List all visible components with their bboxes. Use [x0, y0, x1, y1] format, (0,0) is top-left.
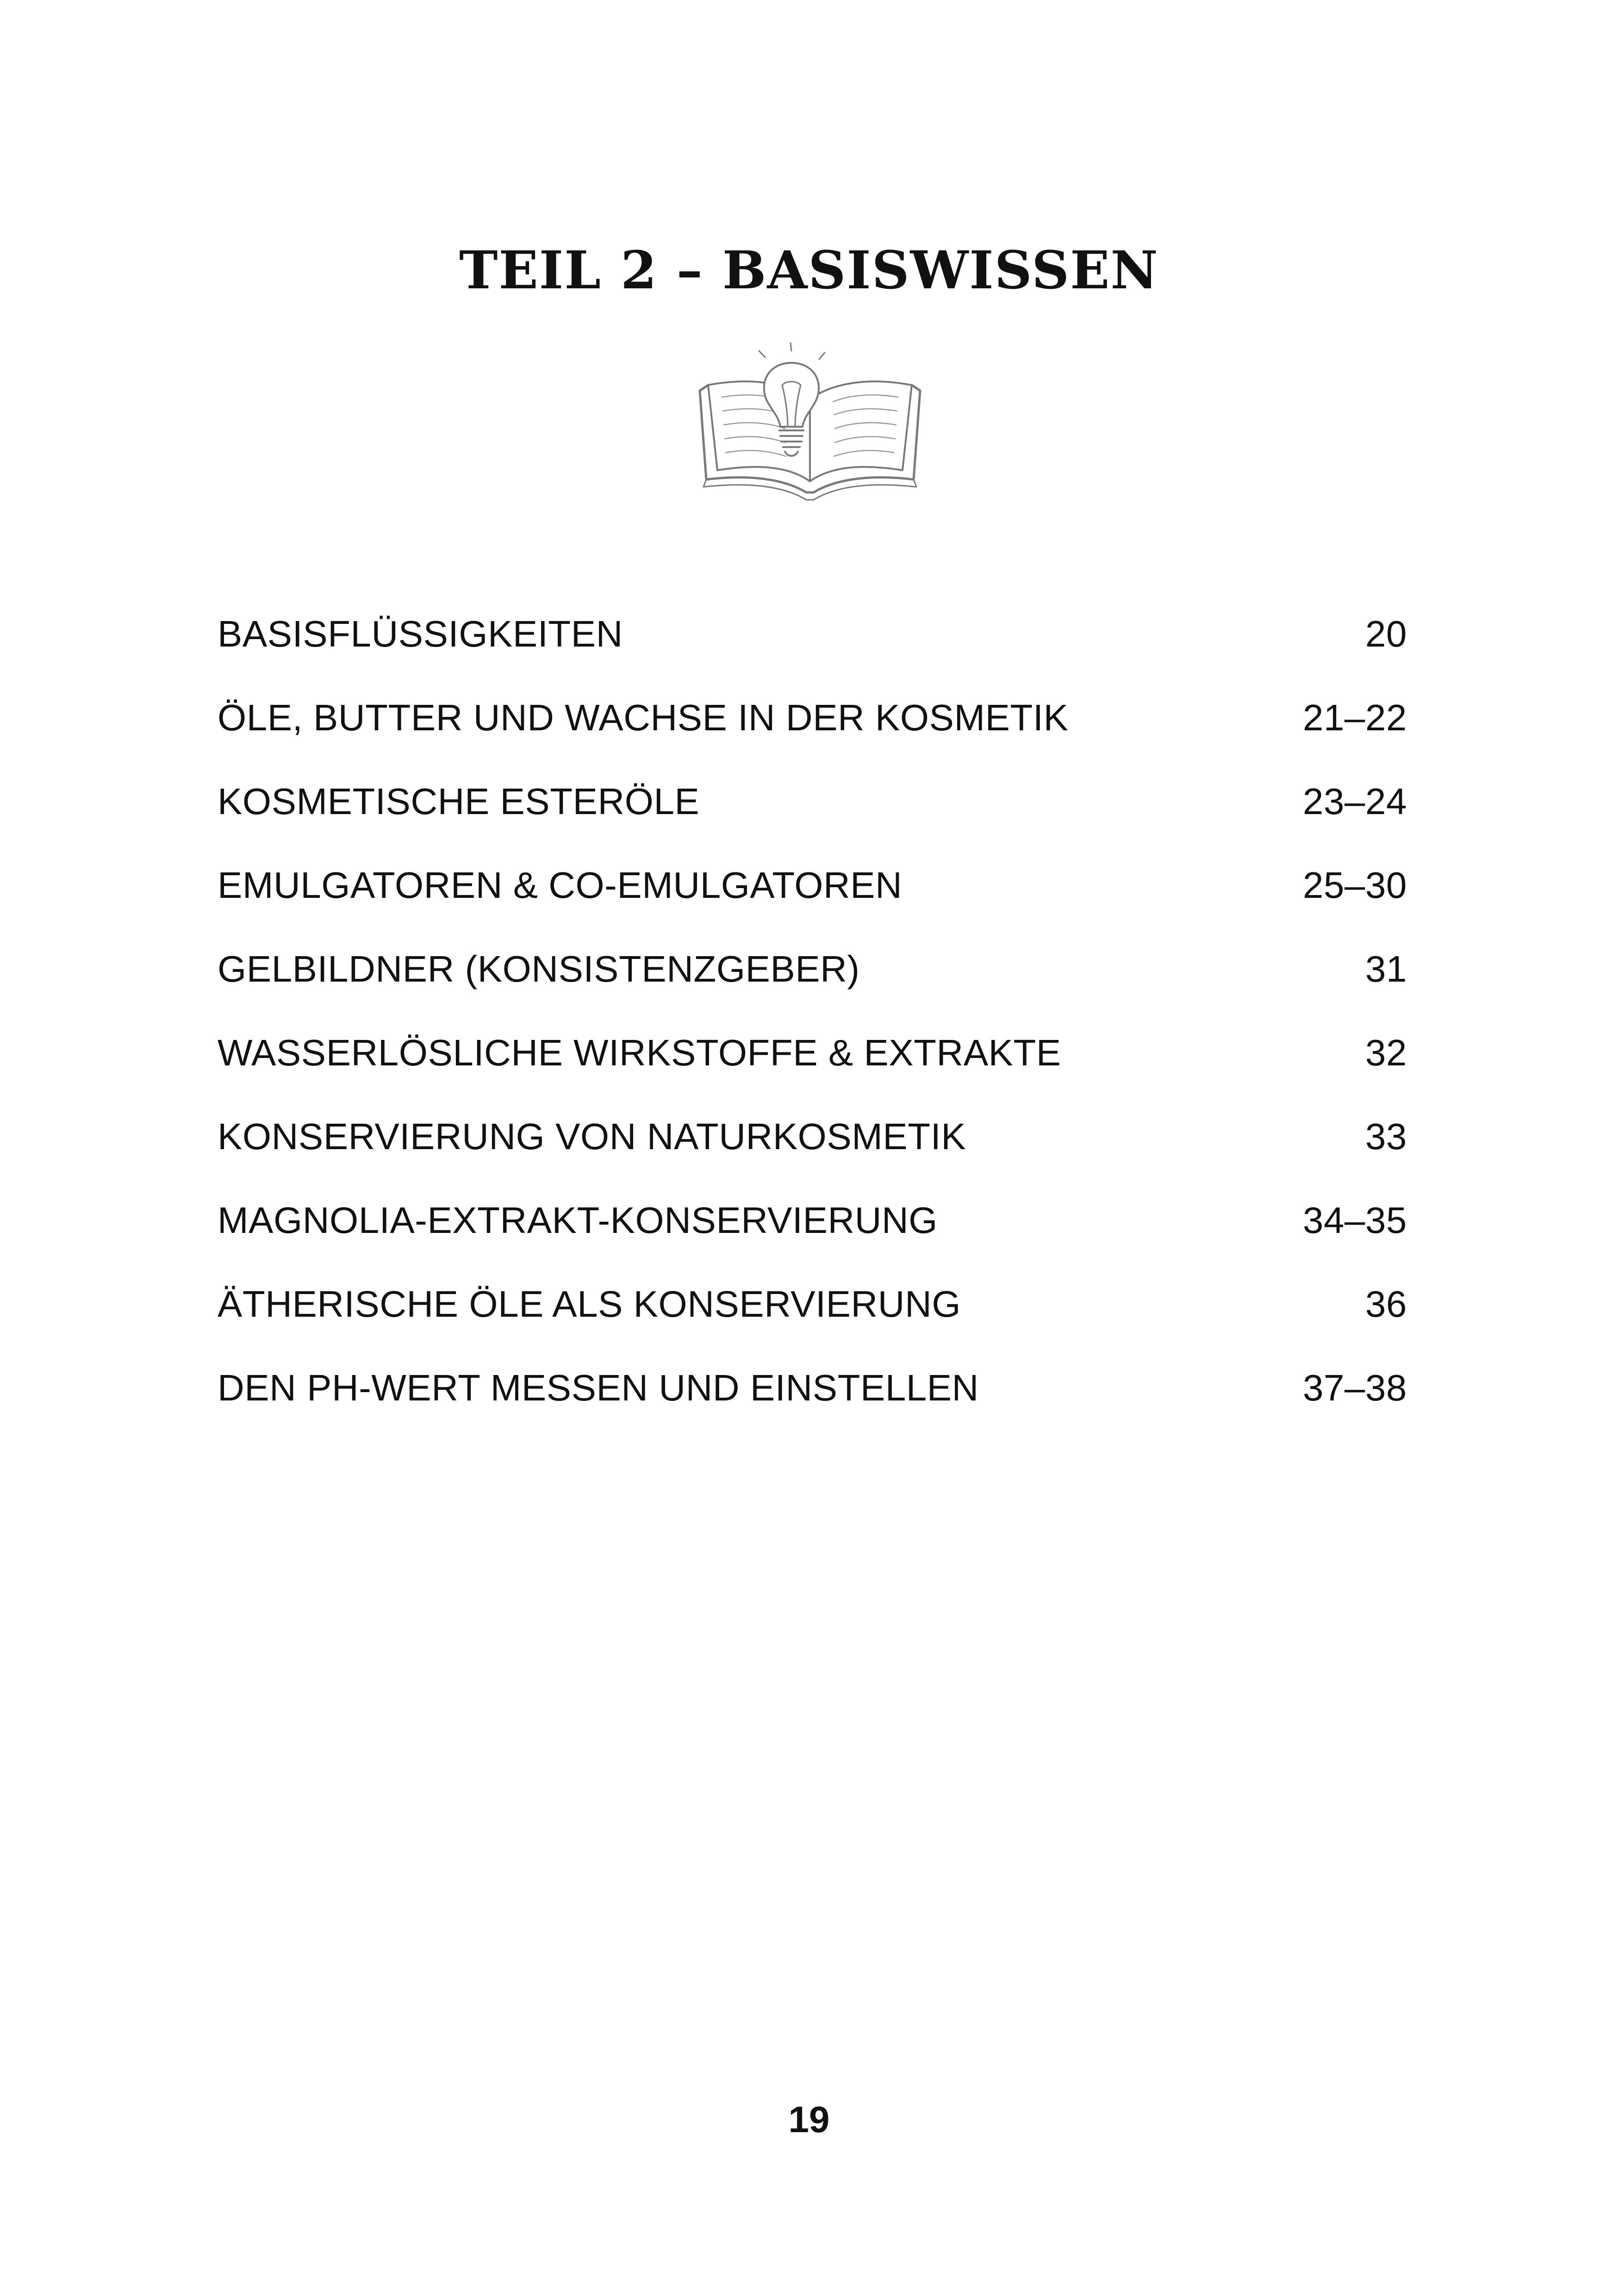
page-number: 19	[788, 2099, 830, 2140]
toc-entry-title: ÄTHERISCHE ÖLE ALS KONSERVIERUNG	[218, 1283, 961, 1325]
toc-entry-title: KONSERVIERUNG VON NATURKOSMETIK	[218, 1116, 966, 1157]
toc-entry-page: 34–35	[1303, 1200, 1407, 1241]
toc-entry[interactable]	[218, 606, 1407, 690]
toc-entry-page: 36	[1365, 1283, 1407, 1325]
toc-entry-title: KOSMETISCHE ESTERÖLE	[218, 781, 700, 822]
toc-entry-page: 32	[1365, 1032, 1407, 1073]
toc-entry-title: WASSERLÖSLICHE WIRKSTOFFE & EXTRAKTE	[218, 1032, 1061, 1073]
toc-entry-title: GELBILDNER (KONSISTENZGEBER)	[218, 948, 860, 989]
toc-entry-title: DEN PH-WERT MESSEN UND EINSTELLEN	[218, 1367, 979, 1408]
toc-entry-page: 23–24	[1303, 781, 1407, 822]
toc-entry-title: EMULGATOREN & CO-EMULGATOREN	[218, 865, 902, 906]
light-rays	[759, 342, 825, 359]
toc-entry-page: 37–38	[1303, 1367, 1407, 1408]
toc-entry[interactable]	[218, 858, 1407, 941]
toc-entry[interactable]	[218, 1193, 1407, 1276]
toc-entry-page: 25–30	[1303, 865, 1407, 906]
toc-entry-title: ÖLE, BUTTER UND WACHSE IN DER KOSMETIK	[218, 697, 1069, 738]
open-book-lightbulb-icon	[690, 342, 930, 518]
toc-entry-title: MAGNOLIA-EXTRAKT-KONSERVIERUNG	[218, 1200, 938, 1241]
toc-entry[interactable]	[218, 774, 1407, 858]
toc-entry[interactable]	[218, 1025, 1407, 1109]
toc-entry-page: 20	[1365, 613, 1407, 654]
toc-entry[interactable]	[218, 1276, 1407, 1360]
toc-entry-title: BASISFLÜSSIGKEITEN	[218, 613, 623, 654]
toc-entry[interactable]	[218, 941, 1407, 1025]
book-right-lines	[833, 395, 898, 456]
toc-entry[interactable]	[218, 1109, 1407, 1193]
toc-entry[interactable]	[218, 1360, 1407, 1444]
toc-entry[interactable]	[218, 690, 1407, 774]
table-of-contents	[218, 606, 1407, 1444]
toc-entry-page: 33	[1365, 1116, 1407, 1157]
toc-entry-page: 31	[1365, 948, 1407, 989]
page-title: TEIL 2 – BASISWISSEN	[459, 240, 1159, 301]
toc-entry-page: 21–22	[1303, 697, 1407, 738]
